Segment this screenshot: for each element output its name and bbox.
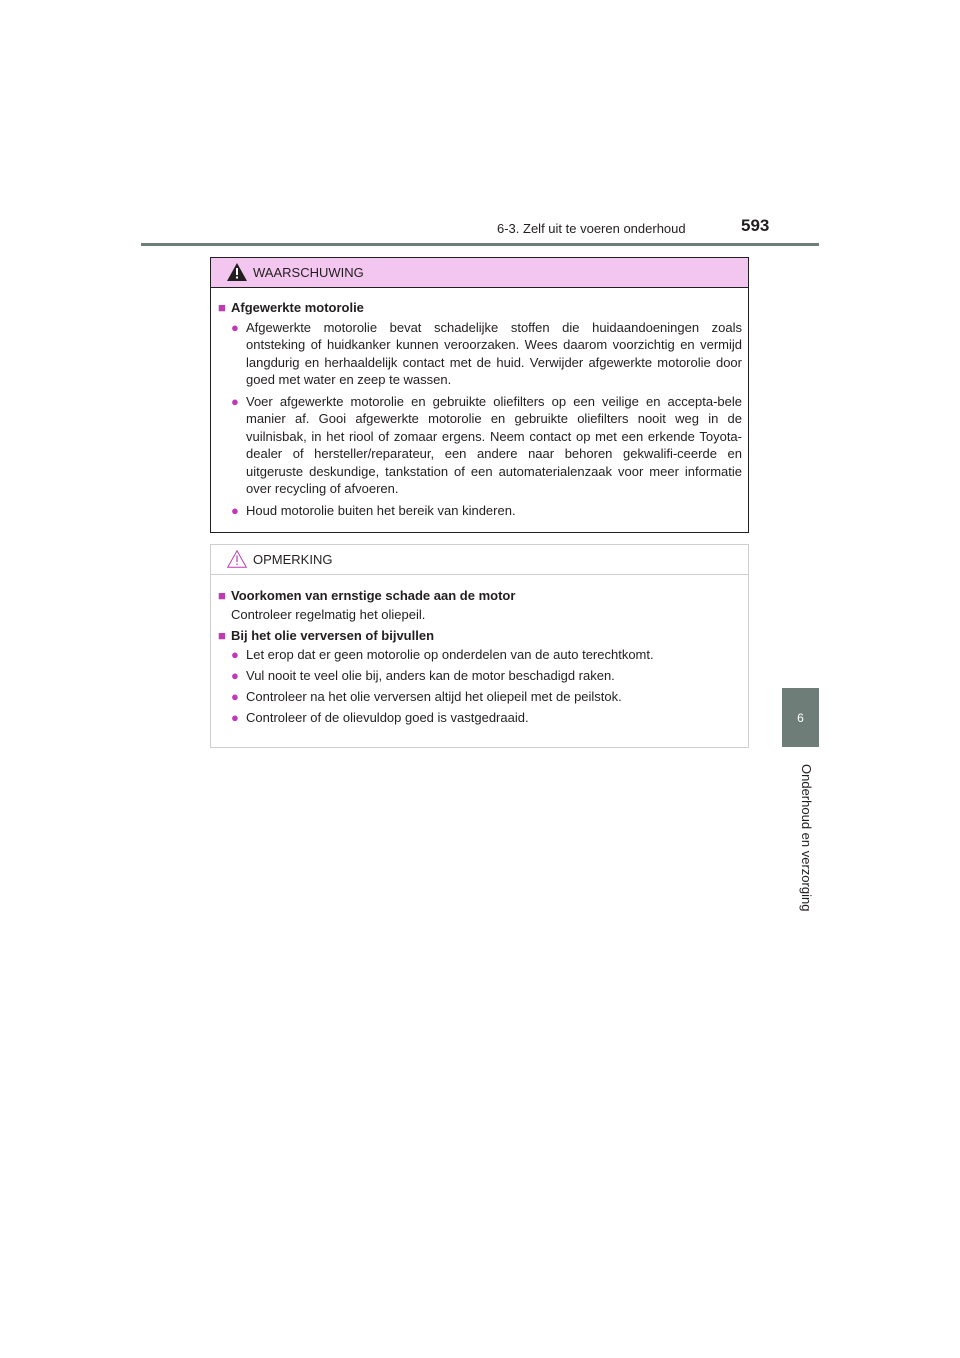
notice-box — [210, 544, 749, 748]
warning-bullet-text: Afgewerkte motorolie bevat schadelijke stoffen die huidaandoeningen zoals ontsteking of huidkanker kunnen veroorzaken. Wees daarom voorzichtig en vermijd langdurig en herhaaldelijk contact met de huid. Verwijder afgewerkte motorolie door goed met water en zeep te wassen. — [246, 319, 742, 387]
list-item — [231, 646, 742, 663]
header-rule — [141, 243, 819, 246]
bullet-dot-icon: ● — [231, 393, 239, 409]
warning-bullet-text: Voer afgewerkte motorolie en gebruikte oliefilters op een veilige en accepta-bele manier af. Gooi afgewerkte motorolie en gebruikte oliefilters nooit weg in de vuilnisbak, in het riool of zomaar ergens. Neem contact op met een erkende Toyota-dealer of hersteller/reparateur, een andere naar behoren gekwalifi-ceerde en uitgeruste deskundige, tankstation of een automaterialenzaak voor meer informatie over recycling of afvoeren. — [246, 393, 742, 496]
warning-body — [211, 288, 748, 519]
notice-heading-text: Bij het olie verversen of bijvullen — [231, 628, 435, 643]
notice-header — [211, 545, 748, 575]
notice-heading — [218, 587, 742, 604]
list-item — [231, 393, 742, 498]
page-number: 593 — [741, 216, 770, 235]
notice-title: OPMERKING — [253, 552, 333, 567]
notice-heading-text: Voorkomen van ernstige schade aan de motor — [231, 588, 516, 603]
warning-heading — [218, 299, 742, 317]
chapter-title: Onderhoud en verzorging — [799, 764, 814, 912]
warning-heading-text: Afgewerkte motorolie — [231, 300, 364, 315]
bullet-dot-icon: ● — [231, 319, 239, 335]
warning-box — [210, 257, 749, 533]
notice-bullet-text: Vul nooit te veel olie bij, anders kan de motor beschadigd raken. — [246, 668, 615, 683]
bullet-dot-icon: ● — [231, 502, 239, 518]
list-item — [231, 502, 742, 520]
square-bullet-icon: ■ — [218, 628, 226, 643]
square-bullet-icon: ■ — [218, 300, 226, 315]
running-header-section: 6-3. Zelf uit te voeren onderhoud — [497, 221, 686, 236]
bullet-dot-icon: ● — [231, 668, 239, 683]
list-item — [231, 688, 742, 705]
caution-triangle-outline-icon — [227, 550, 247, 568]
list-item — [231, 667, 742, 684]
square-bullet-icon: ■ — [218, 588, 226, 603]
chapter-number: 6 — [797, 710, 804, 725]
notice-bullet-text: Let erop dat er geen motorolie op onderdelen van de auto terechtkomt. — [246, 647, 654, 662]
chapter-tab — [782, 688, 819, 747]
warning-header — [211, 258, 748, 288]
notice-body — [211, 575, 748, 726]
bullet-dot-icon: ● — [231, 710, 239, 725]
warning-triangle-icon — [227, 263, 247, 281]
warning-bullet-text: Houd motorolie buiten het bereik van kinderen. — [246, 502, 516, 518]
warning-title: WAARSCHUWING — [253, 265, 364, 280]
notice-bullet-text: Controleer na het olie verversen altijd het oliepeil met de peilstok. — [246, 689, 622, 704]
notice-paragraph: Controleer regelmatig het oliepeil. — [231, 607, 426, 622]
notice-bullet-text: Controleer of de olievuldop goed is vastgedraaid. — [246, 710, 529, 725]
notice-heading — [218, 627, 742, 644]
list-item — [231, 319, 742, 389]
bullet-dot-icon: ● — [231, 689, 239, 704]
bullet-dot-icon: ● — [231, 647, 239, 662]
list-item — [231, 709, 742, 726]
